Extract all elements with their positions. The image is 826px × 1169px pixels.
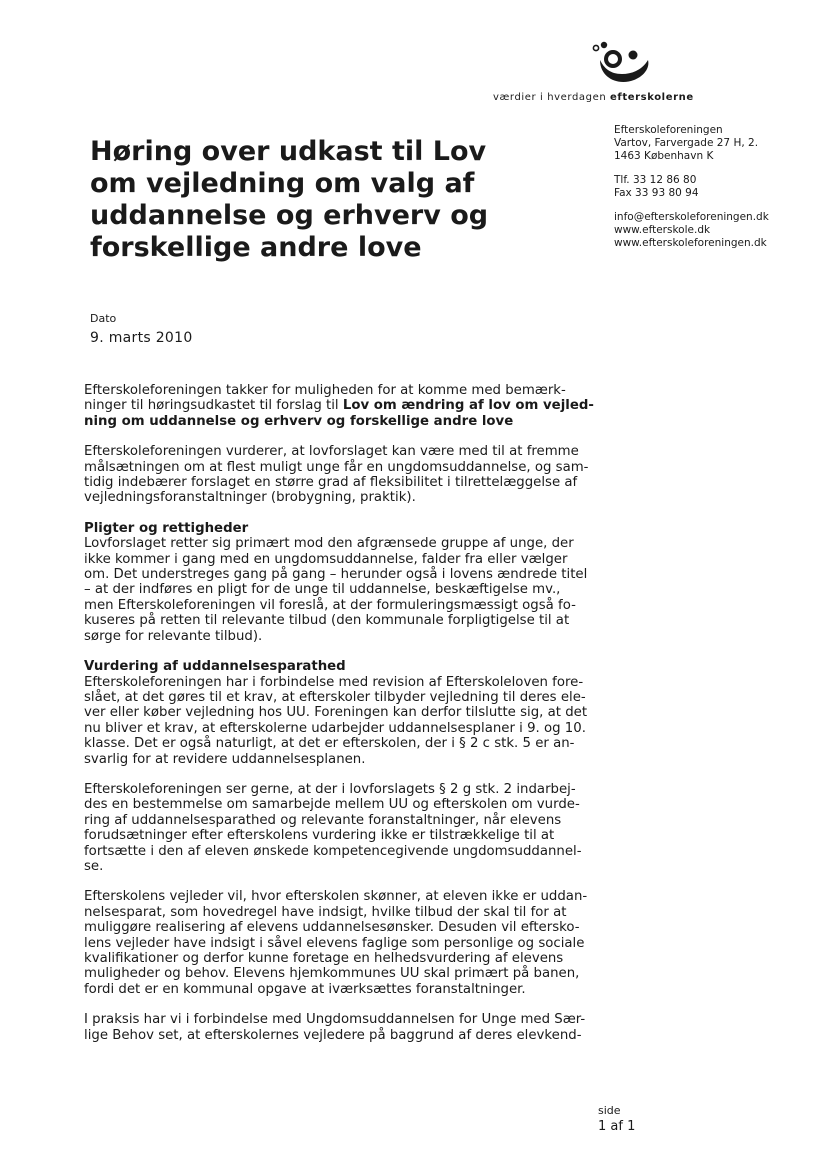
text-line: nu bliver et krav, at efterskolerne udarbejder uddannelsesplaner i 9. og 10. bbox=[84, 720, 586, 736]
bold-law-title: ning om uddannelse og erhverv og forskellige andre love bbox=[84, 413, 514, 429]
street: Vartov, Farvergade 27 H, 2. bbox=[614, 137, 759, 149]
bold-law-title: Lov om ændring af lov om vejled- bbox=[342, 398, 594, 414]
website-link-efterskole[interactable]: www.efterskole.dk bbox=[614, 224, 711, 236]
section-heading: Vurdering af uddannelsesparathed bbox=[84, 659, 346, 675]
text-line: kvalifikationer og derfor kunne foretage en helhedsvurdering af elevens bbox=[84, 951, 564, 966]
city: 1463 København K bbox=[614, 150, 714, 162]
text-line: slået, at det gøres til et krav, at efterskoler tilbyder vejledning til deres ele- bbox=[84, 689, 586, 705]
tagline bbox=[493, 92, 694, 103]
text-line: fordi det er en kommunal opgave at iværksættes foranstaltninger. bbox=[84, 981, 526, 997]
title-line: uddannelse og erhverv og bbox=[90, 200, 489, 231]
fax: Fax 33 93 80 94 bbox=[614, 187, 699, 199]
text-line: kuseres på retten til relevante tilbud (den kommunale forpligtigelse til at bbox=[84, 613, 570, 629]
section-education-readiness bbox=[84, 659, 604, 767]
page-label: side bbox=[598, 1104, 621, 1117]
text-line bbox=[84, 398, 604, 413]
text-line: muliggøre realisering af elevens uddannelsesønsker. Desuden vil eftersko- bbox=[84, 920, 580, 936]
page-number: 1 af 1 bbox=[598, 1119, 636, 1134]
efterskolerne-logo-icon bbox=[588, 40, 658, 92]
text-line: ikke kommer i gang med en ungdomsuddannelse, falder fra eller vælger bbox=[84, 551, 568, 567]
sender-address bbox=[614, 124, 769, 250]
text-line: Efterskoleforeningen vurderer, at lovforslaget kan være med til at fremme bbox=[84, 444, 579, 460]
collaboration-paragraph bbox=[84, 782, 604, 874]
text-line: ring af uddannelsesparathed og relevante foranstaltninger, når elevens bbox=[84, 812, 562, 828]
practice-paragraph bbox=[84, 1012, 604, 1043]
document-title bbox=[90, 136, 510, 264]
assessment-paragraph bbox=[84, 444, 604, 506]
email-link[interactable]: info@efterskoleforeningen.dk bbox=[614, 211, 769, 223]
text-line: sørge for relevante tilbud). bbox=[84, 628, 263, 644]
date-block bbox=[90, 312, 193, 346]
tagline-brand: efterskolerne bbox=[610, 92, 694, 103]
text-line: Efterskoleforeningen ser gerne, at der i lovforslagets § 2 g stk. 2 indarbej- bbox=[84, 781, 576, 797]
section-duties-rights bbox=[84, 521, 604, 644]
text-line: klasse. Det er også naturligt, at det er efterskolen, der i § 2 c stk. 5 er an- bbox=[84, 736, 575, 752]
text-line: I praksis har vi i forbindelse med Ungdomsuddannelsen for Unge med Sær- bbox=[84, 1012, 586, 1028]
text-line: ver eller køber vejledning hos UU. Foreningen kan derfor tilslutte sig, at det bbox=[84, 705, 588, 721]
text-line: fortsætte i den af eleven ønskede kompetencegivende ungdomsuddannel- bbox=[84, 843, 582, 859]
title-line: forskellige andre love bbox=[90, 232, 422, 263]
website-link-efterskoleforeningen[interactable]: www.efterskoleforeningen.dk bbox=[614, 237, 767, 249]
title-line: Høring over udkast til Lov bbox=[90, 136, 487, 167]
text-line: tidig indebærer forslaget en større grad af fleksibilitet i tilrettelæggelse af bbox=[84, 475, 578, 491]
text-line: des en bestemmelse om samarbejde mellem UU og efterskolen om vurde- bbox=[84, 797, 580, 813]
text-line: muligheder og behov. Elevens hjemkommunes UU skal primært på banen, bbox=[84, 966, 580, 982]
text-line: lige Behov set, at efterskolernes vejledere på baggrund af deres elevkend- bbox=[84, 1027, 582, 1043]
text-run: ninger til høringsudkastet til forslag til bbox=[84, 398, 343, 414]
org-name: Efterskoleforeningen bbox=[614, 124, 723, 136]
section-heading: Pligter og rettigheder bbox=[84, 520, 249, 536]
text-line: nelsesparat, som hovedregel have indsigt, hvilke tilbud der skal til for at bbox=[84, 904, 567, 920]
text-line: svarlig for at revidere uddannelsesplanen. bbox=[84, 751, 366, 767]
letter-body bbox=[84, 383, 604, 1058]
text-line: forudsætninger efter efterskolens vurdering ikke er tilstrækkelige til at bbox=[84, 828, 555, 844]
date-label: Dato bbox=[90, 312, 117, 325]
date-value: 9. marts 2010 bbox=[90, 330, 193, 346]
text-line: – at der indføres en pligt for de unge til uddannelse, beskæftigelse mv., bbox=[84, 582, 561, 598]
text-line: målsætningen om at flest muligt unge får en ungdomsuddannelse, og sam- bbox=[84, 459, 589, 475]
text-line: om. Det understreges gang på gang – herunder også i lovens ændrede titel bbox=[84, 567, 588, 583]
phone: Tlf. 33 12 86 80 bbox=[614, 174, 697, 186]
intro-paragraph bbox=[84, 383, 604, 429]
text-line: Efterskolens vejleder vil, hvor efterskolen skønner, at eleven ikke er uddan- bbox=[84, 889, 588, 905]
text-line: Lovforslaget retter sig primært mod den afgrænsede gruppe af unge, der bbox=[84, 536, 574, 552]
text-line: Efterskoleforeningen takker for muligheden for at komme med bemærk- bbox=[84, 383, 566, 398]
title-line: om vejledning om valg af bbox=[90, 168, 475, 199]
tagline-prefix: værdier i hverdagen bbox=[493, 92, 607, 103]
text-line: Efterskoleforeningen har i forbindelse med revision af Efterskoleloven fore- bbox=[84, 674, 584, 690]
text-line: lens vejleder have indsigt i såvel elevens faglige som personlige og sociale bbox=[84, 935, 585, 951]
page-indicator bbox=[598, 1103, 635, 1135]
counsellor-paragraph bbox=[84, 889, 604, 997]
text-line: men Efterskoleforeningen vil foreslå, at der formuleringsmæssigt også fo- bbox=[84, 597, 576, 613]
text-line: vejledningsforanstaltninger (brobygning, praktik). bbox=[84, 490, 416, 506]
text-line: se. bbox=[84, 858, 104, 874]
